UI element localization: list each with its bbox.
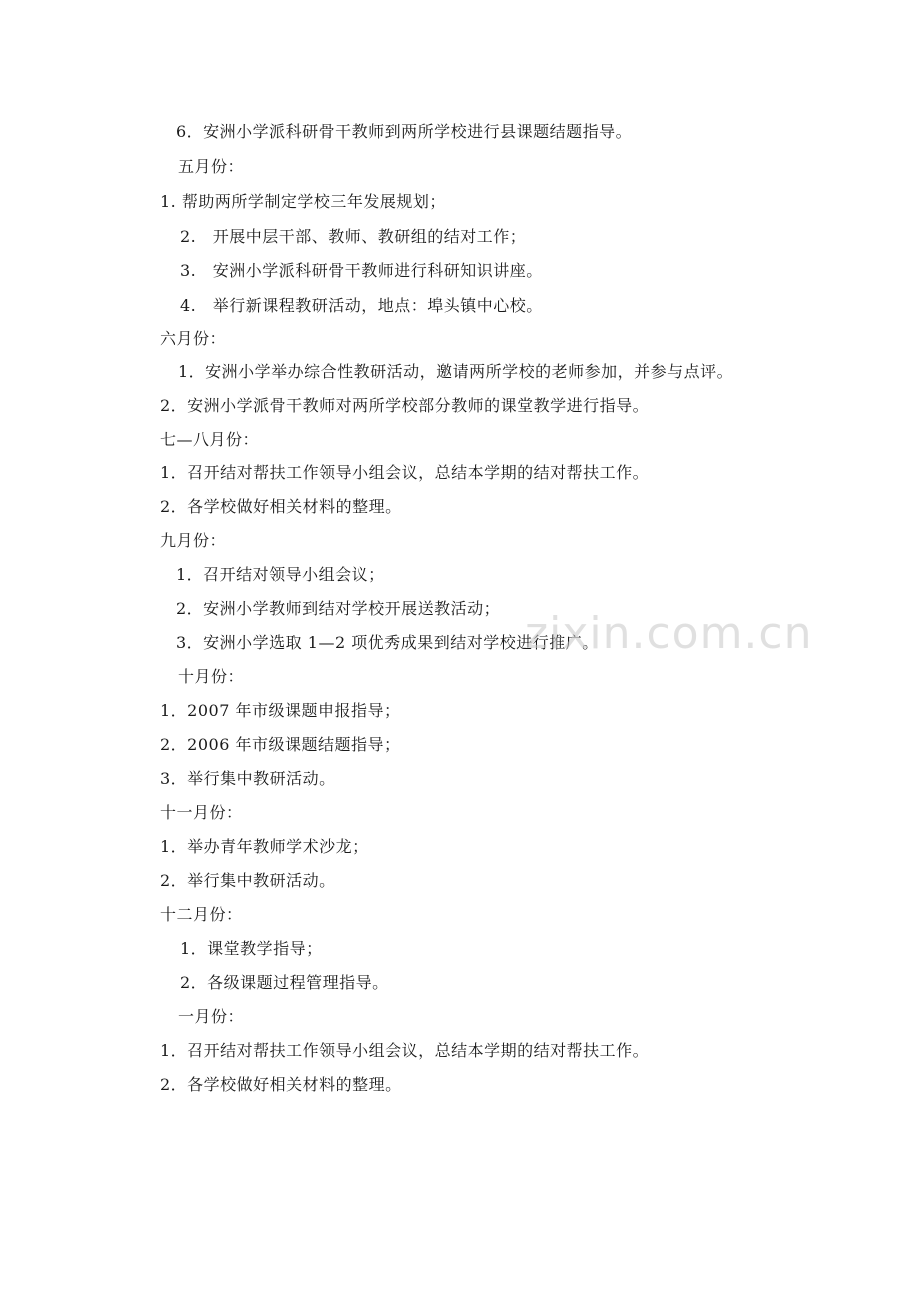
heading-jul-aug: 七—八月份： [160, 430, 260, 449]
heading-may: 五月份： [178, 157, 245, 176]
heading-oct: 十月份： [178, 667, 245, 686]
item-may-3: 3. 安洲小学派科研骨干教师进行科研知识讲座。 [180, 261, 543, 280]
item-sep-2: 2．安洲小学教师到结对学校开展送教活动； [176, 599, 501, 618]
item-may-4: 4. 举行新课程教研活动，地点：埠头镇中心校。 [180, 296, 543, 315]
heading-dec: 十二月份： [160, 905, 243, 924]
heading-nov: 十一月份： [160, 803, 243, 822]
item-jan-2: 2．各学校做好相关材料的整理。 [160, 1075, 402, 1094]
watermark-text: zixin.com.cn [525, 608, 813, 659]
item-oct-3: 3．举行集中教研活动。 [160, 769, 336, 788]
item-jun-1: 1．安洲小学举办综合性教研活动，邀请两所学校的老师参加，并参与点评。 [178, 362, 734, 381]
item-nov-2: 2．举行集中教研活动。 [160, 871, 336, 890]
heading-jan: 一月份： [178, 1007, 245, 1026]
item-jul-aug-2: 2．各学校做好相关材料的整理。 [160, 497, 402, 516]
item-oct-2: 2．2006 年市级课题结题指导； [160, 735, 401, 754]
item-sep-3: 3．安洲小学选取 1—2 项优秀成果到结对学校进行推广。 [176, 633, 599, 652]
item-oct-1: 1．2007 年市级课题申报指导； [160, 701, 401, 720]
item-nov-1: 1．举办青年教师学术沙龙； [160, 837, 369, 856]
item-jan-1: 1．召开结对帮扶工作领导小组会议，总结本学期的结对帮扶工作。 [160, 1041, 650, 1060]
item-dec-2: 2．各级课题过程管理指导。 [180, 973, 389, 992]
item-may-2: 2. 开展中层干部、教师、教研组的结对工作； [180, 227, 527, 246]
item-sep-1: 1．召开结对领导小组会议； [176, 565, 385, 584]
item-jul-aug-1: 1．召开结对帮扶工作领导小组会议，总结本学期的结对帮扶工作。 [160, 463, 650, 482]
heading-sep: 九月份： [160, 531, 227, 550]
item-may-1: 1. 帮助两所学制定学校三年发展规划； [160, 192, 446, 211]
item-apr-6: 6．安洲小学派科研骨干教师到两所学校进行县课题结题指导。 [176, 122, 633, 141]
item-jun-2: 2．安洲小学派骨干教师对两所学校部分教师的课堂教学进行指导。 [160, 396, 650, 415]
heading-jun: 六月份： [160, 329, 227, 348]
item-dec-1: 1．课堂教学指导； [180, 939, 323, 958]
